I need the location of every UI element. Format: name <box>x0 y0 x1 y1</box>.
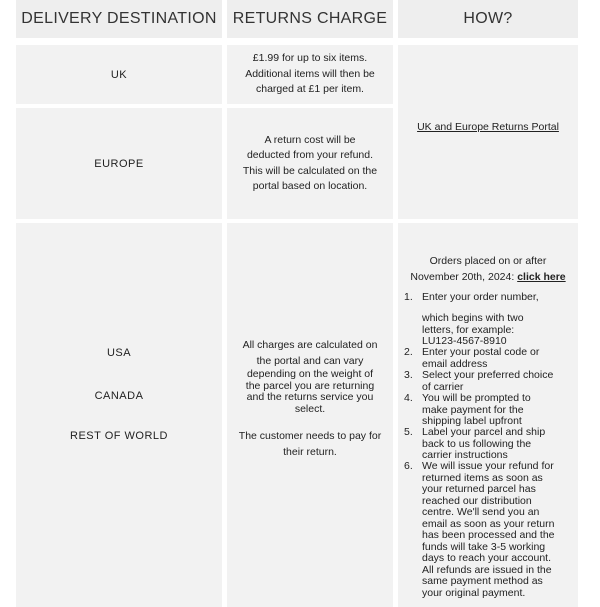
uk-destination: UK <box>110 68 128 81</box>
uk-charge-line: charged at £1 per item. <box>256 83 364 96</box>
international-charge-text <box>227 338 393 460</box>
step-number: 4. <box>404 392 413 404</box>
intl-charge-line: and the returns service you <box>246 391 374 403</box>
step-line: carrier instructions <box>422 449 508 461</box>
step-line: funds will take 3-5 working <box>422 540 546 553</box>
step-line: LU123-4567-8910 <box>422 335 507 347</box>
header-destination-label: DELIVERY DESTINATION <box>21 10 217 27</box>
step-number: 1. <box>404 291 413 303</box>
click-here-link[interactable]: click here <box>517 270 566 283</box>
uk-charge-cell <box>227 45 393 104</box>
europe-charge-cell <box>227 108 393 219</box>
step-text <box>422 347 574 370</box>
intl-charge-line: depending on the weight of <box>246 368 374 380</box>
uk-europe-how-cell <box>398 45 578 219</box>
step-text: Enter your order number, <box>422 291 539 303</box>
header-charge-label: RETURNS CHARGE <box>232 10 388 27</box>
intl-charge-line: All charges are calculated on <box>242 339 378 351</box>
step-text <box>422 313 574 348</box>
step-line: back to us following the <box>422 437 532 450</box>
step-line: make payment for the <box>422 403 524 416</box>
step-number: 5. <box>404 426 413 438</box>
step-line: email address <box>422 357 488 370</box>
step-line: All refunds are issued in the <box>422 563 552 576</box>
step-line: days to reach your account. <box>422 552 551 564</box>
step-line: shipping label upfront <box>422 415 522 427</box>
europe-charge-line: A return cost will be <box>264 133 356 146</box>
uk-charge-line: £1.99 for up to six items. <box>252 52 368 65</box>
europe-charge-line: portal based on location. <box>252 180 368 192</box>
step-line: Enter your postal code or <box>422 346 540 358</box>
step-line: email as soon as your return <box>422 517 555 530</box>
step-text <box>422 370 574 393</box>
step-line: Select your preferred choice <box>422 369 554 381</box>
step-line: You will be prompted to <box>422 392 531 404</box>
europe-charge-line: This will be calculated on the <box>242 164 378 177</box>
step-line: same payment method as <box>422 575 543 587</box>
how-intro-line: Orders placed on or after <box>429 255 547 267</box>
international-how-intro <box>398 254 578 285</box>
step-line: returned items as soon as <box>422 471 543 484</box>
step-line: Label your parcel and ship <box>422 426 546 438</box>
europe-charge-line: deducted from your refund. <box>246 149 374 161</box>
intl-charge-line: the portal and can vary <box>256 354 364 367</box>
uk-charge-line: Additional items will then be <box>245 67 375 80</box>
step-line: letters, for example: <box>422 323 515 336</box>
header-delivery-destination <box>16 0 222 38</box>
step-number: 2. <box>404 346 413 358</box>
step-line: centre. We'll send you an <box>422 506 540 518</box>
international-destination-cell <box>16 223 222 607</box>
step-number: 3. <box>404 369 413 381</box>
step-text <box>422 461 574 599</box>
intl-charge-line: the parcel you are returning <box>245 379 375 392</box>
usa-destination: USA <box>106 347 132 359</box>
how-intro-date: November 20th, 2024: <box>410 270 515 283</box>
header-returns-charge <box>227 0 393 38</box>
uk-charge-text <box>245 51 375 98</box>
how-intro-line-2 <box>398 270 578 286</box>
step-text <box>422 393 574 428</box>
uk-destination-cell <box>16 45 222 104</box>
header-how <box>398 0 578 38</box>
canada-destination: CANADA <box>94 390 144 402</box>
step-line: has been processed and the <box>422 529 555 541</box>
international-charge-cell <box>227 223 393 607</box>
header-how-label: HOW? <box>463 10 513 27</box>
europe-destination: EUROPE <box>94 157 144 170</box>
intl-charge-line: select. <box>294 402 326 415</box>
intl-charge-line: The customer needs to pay for <box>238 430 382 442</box>
step-line: We will issue your refund for <box>422 460 554 472</box>
europe-destination-cell <box>16 108 222 219</box>
step-line: of carrier <box>422 380 464 393</box>
step-line: which begins with two <box>422 312 524 324</box>
step-line: reached our distribution <box>422 494 532 507</box>
rest-of-world-destination: REST OF WORLD <box>70 430 168 442</box>
step-number: 6. <box>404 460 413 472</box>
uk-europe-returns-portal-link[interactable]: UK and Europe Returns Portal <box>417 121 559 133</box>
step-text <box>422 427 574 462</box>
europe-charge-text <box>243 133 377 195</box>
step-line: your returned parcel has <box>422 483 536 495</box>
intl-charge-line: their return. <box>283 445 337 458</box>
step-line: your original payment. <box>422 586 526 599</box>
